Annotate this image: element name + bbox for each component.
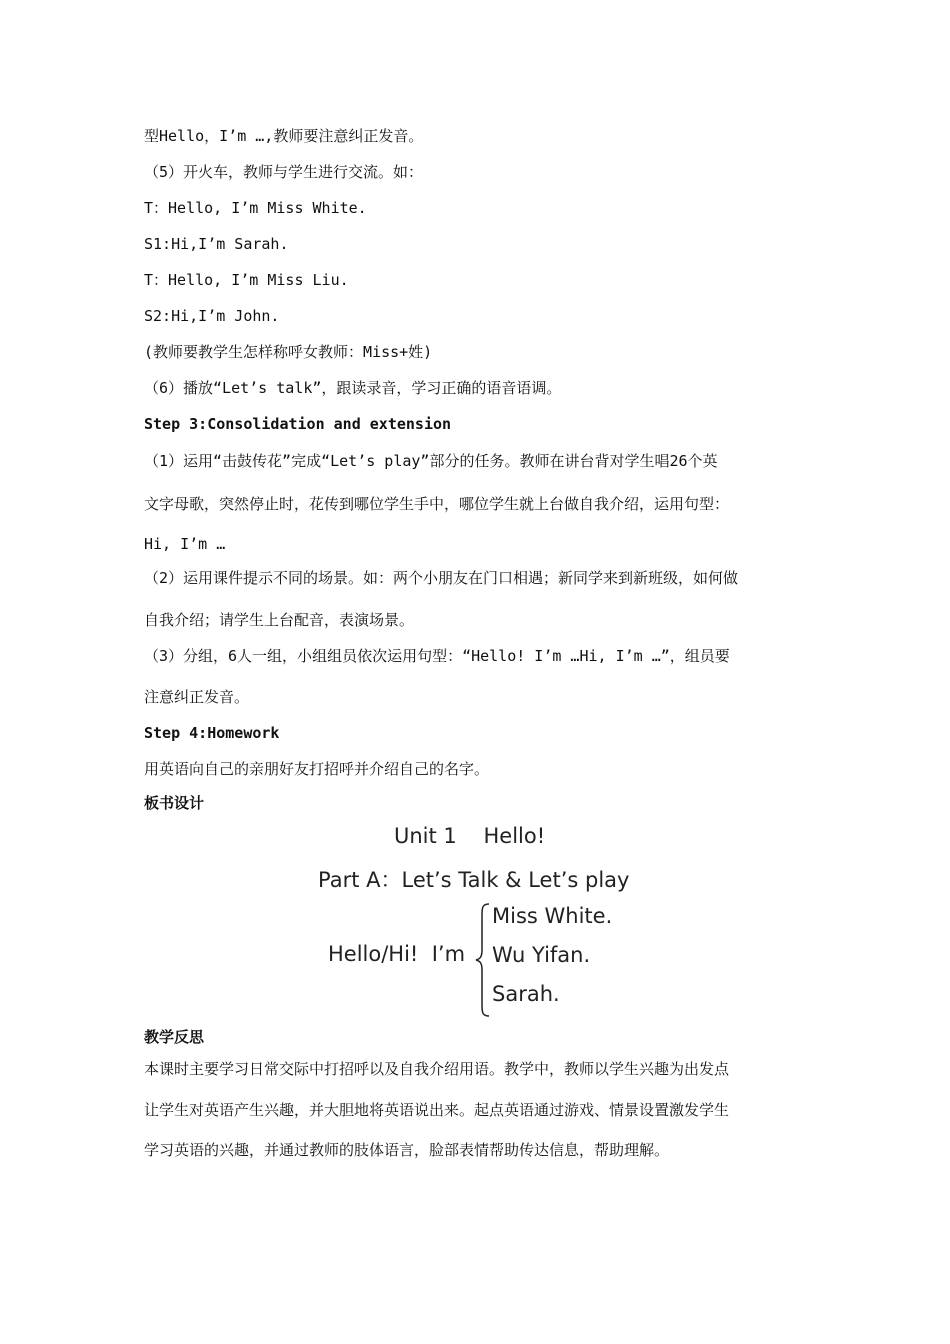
text-line: 文字母歌，突然停止时，花传到哪位学生手中，哪位学生就上台做自我介绍，运用句型：	[144, 495, 730, 513]
dialogue-line: T：Hello, I’m Miss White.	[144, 199, 367, 217]
reflection-heading: 教学反思	[144, 1028, 205, 1046]
text-line: （1）运用“击鼓传花”完成“Let’s play”部分的任务。教师在讲台背对学生唱26个英	[144, 452, 718, 470]
board-subtitle: Part A：Let’s Talk & Let’s play	[318, 868, 630, 892]
text-line: （3）分组，6人一组，小组组员依次运用句型：“Hello! I’m …Hi, I’m …”，组员要	[144, 647, 730, 665]
text-line: 型Hello，I’m …,教师要注意纠正发音。	[144, 127, 424, 145]
dialogue-line: T：Hello, I’m Miss Liu.	[144, 271, 349, 289]
text-line: （2）运用课件提示不同的场景。如：两个小朋友在门口相遇；新同学来到新班级，如何做	[144, 569, 739, 587]
text-line: 自我介绍；请学生上台配音，表演场景。	[144, 611, 415, 629]
board-name: Miss White.	[492, 904, 613, 928]
text-line: （5）开火车，教师与学生进行交流。如：	[144, 163, 424, 181]
step-heading: Step 3:Consolidation and extension	[144, 415, 452, 433]
reflection-line: 让学生对英语产生兴趣，并大胆地将英语说出来。起点英语通过游戏、情景设置激发学生	[144, 1101, 730, 1119]
text-line: 用英语向自己的亲朋好友打招呼并介绍自己的名字。	[144, 760, 490, 778]
board-name: Sarah.	[492, 982, 560, 1006]
reflection-line: 本课时主要学习日常交际中打招呼以及自我介绍用语。教学中，教师以学生兴趣为出发点	[144, 1060, 730, 1078]
blackboard-design	[300, 816, 660, 1016]
board-greeting: Hello/Hi! I’m	[328, 942, 466, 966]
dialogue-line: S2:Hi,I’m John.	[144, 307, 280, 325]
board-name: Wu Yifan.	[492, 943, 591, 967]
brace-icon	[475, 902, 491, 1018]
section-heading: 板书设计	[144, 794, 205, 812]
board-title: Unit 1 Hello!	[394, 824, 546, 848]
reflection-line: 学习英语的兴趣，并通过教师的肢体语言，脸部表情帮助传达信息，帮助理解。	[144, 1141, 670, 1159]
text-line: （6）播放“Let’s talk”，跟读录音，学习正确的语音语调。	[144, 379, 562, 397]
text-line: 注意纠正发音。	[144, 688, 250, 706]
dialogue-line: S1:Hi,I’m Sarah.	[144, 235, 289, 253]
text-line: (教师要教学生怎样称呼女教师：Miss+姓)	[144, 343, 433, 361]
step-heading: Step 4:Homework	[144, 724, 280, 742]
text-line: Hi, I’m …	[144, 535, 226, 553]
